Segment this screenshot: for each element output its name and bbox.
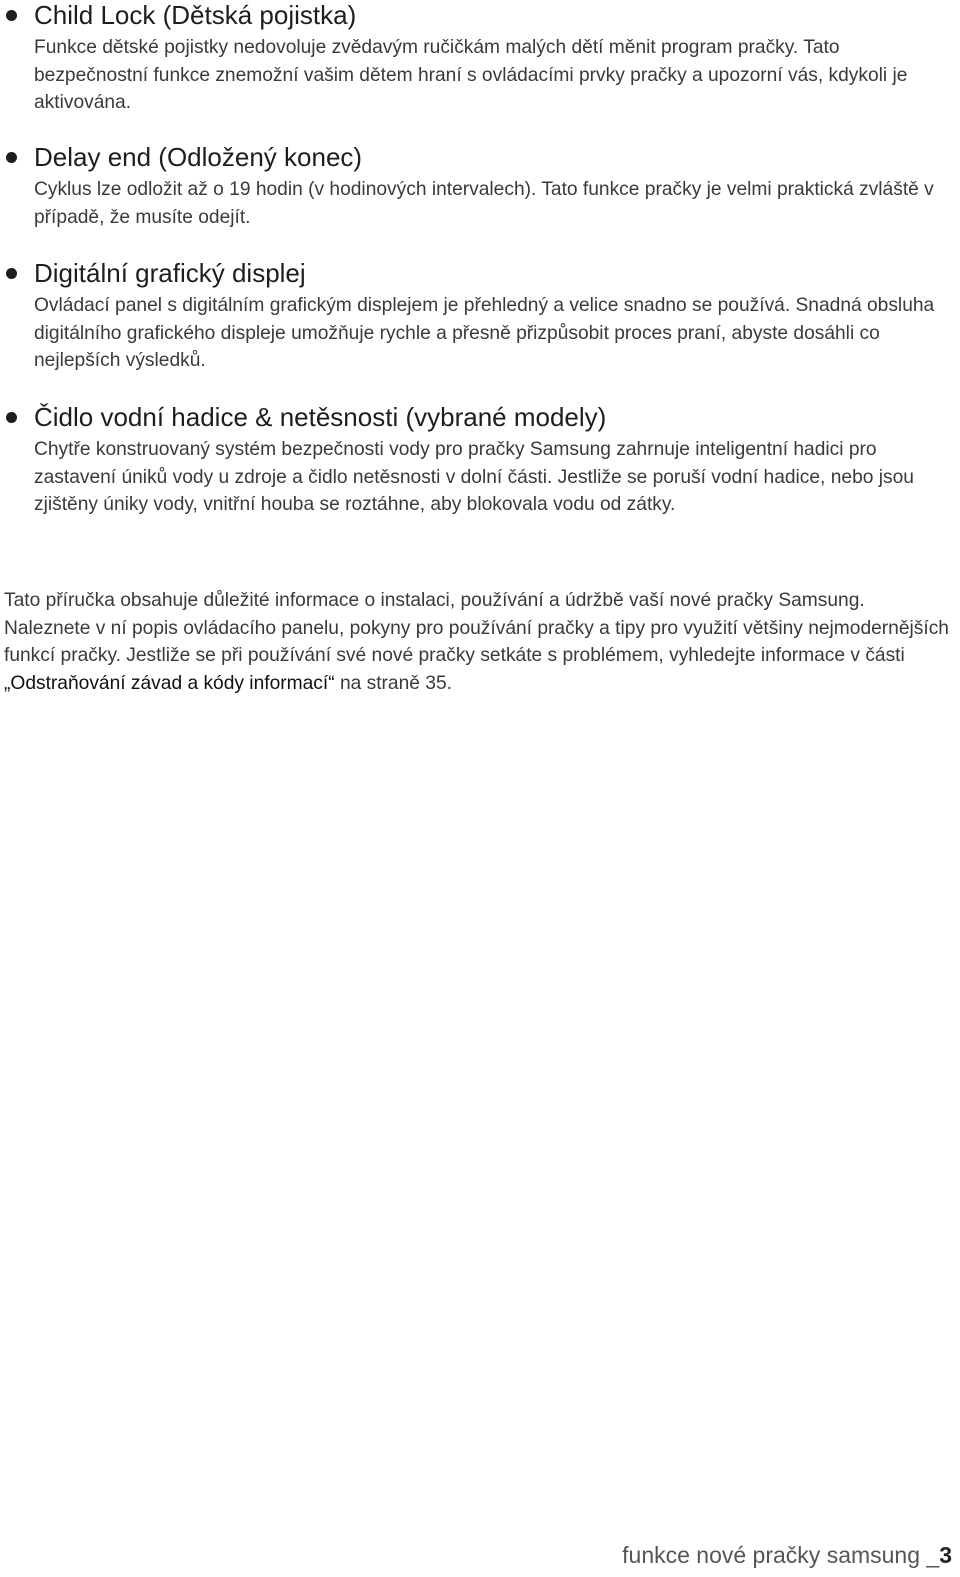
footer-section-title: funkce nové pračky samsung _ — [622, 1542, 940, 1568]
feature-title: Child Lock (Dětská pojistka) — [34, 0, 357, 30]
feature-title: Digitální grafický displej — [34, 258, 306, 288]
troubleshooting-reference: „Odstraňování závad a kódy informací“ — [4, 672, 335, 694]
feature-heading-row — [0, 402, 958, 436]
page-number: 3 — [939, 1542, 952, 1568]
bullet-icon — [6, 412, 17, 423]
feature-title: Delay end (Odložený konec) — [34, 142, 363, 172]
feature-delay-end — [0, 142, 958, 231]
feature-heading-row — [0, 142, 958, 176]
feature-description: Ovládací panel s digitálním grafickým displejem je přehledný a velice snadno se používá. Snadná obsluha digitálního grafického displeje umožňuje rychle a přesně přizpůsobit proces praní, abyste dosáhli co nejlepších výsledků. — [34, 295, 935, 371]
intro-text: Tato příručka obsahuje důležité informace o instalaci, používání a údržbě vaší nové pračky Samsung. Naleznete v ní popis ovládacího panelu, pokyny pro používání pračky a tipy pro využití většiny nejmodernějších funkcí pračky. Jestliže se při používání své nové pračky setkáte s problémem, vyhledejte informace v části — [4, 590, 949, 666]
feature-description: Cyklus lze odložit až o 19 hodin (v hodinových intervalech). Tato funkce pračky je velmi praktická zvláště v případě, že musíte odejít. — [34, 179, 934, 228]
feature-description: Funkce dětské pojistky nedovoluje zvědavým ručičkám malých dětí měnit program pračky. Tato bezpečnostní funkce znemožní vašim dětem hraní s ovládacími prvky pračky a upozorní vás, kdykoli je aktivována. — [34, 37, 908, 113]
bullet-icon — [6, 152, 17, 163]
bullet-icon — [6, 268, 17, 279]
intro-page-reference: na straně 35. — [334, 672, 452, 694]
feature-water-hose-sensor — [0, 402, 958, 519]
feature-heading-row — [0, 258, 958, 292]
feature-heading-row — [0, 0, 958, 34]
feature-digital-display — [0, 258, 958, 375]
feature-title: Čidlo vodní hadice & netěsnosti (vybrané modely) — [34, 402, 607, 432]
page-footer — [622, 1541, 952, 1569]
manual-intro-paragraph — [4, 587, 956, 697]
feature-description: Chytře konstruovaný systém bezpečnosti vody pro pračky Samsung zahrnuje inteligentní hadici pro zastavení úniků vody u zdroje a čidlo netěsnosti v dolní části. Jestliže se poruší vodní hadice, nebo jsou zjištěny úniky vody, vnitřní houba se roztáhne, aby blokovala vodu od zátky. — [34, 439, 914, 515]
bullet-icon — [6, 10, 17, 21]
feature-child-lock — [0, 0, 958, 117]
